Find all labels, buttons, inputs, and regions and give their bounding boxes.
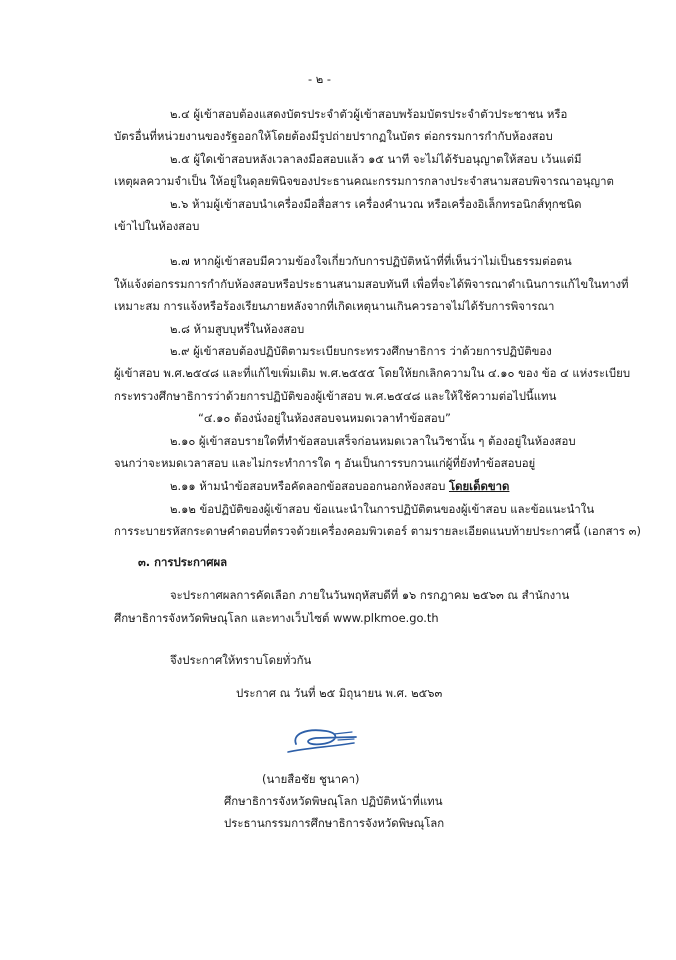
clause-2-7-line-3: เหมาะสม การแจ้งหรือร้องเรียนภายหลังจากที่เกิดเหตุนานเกินควรอาจไม่ได้รับการพิจารณา <box>114 299 555 313</box>
signer-title-1: ศึกษาธิการจังหวัดพิษณุโลก ปฏิบัติหน้าที่แทน <box>224 794 443 808</box>
clause-2-5-line-1: ๒.๕ ผู้ใดเข้าสอบหลังเวลาลงมือสอบแล้ว ๑๕ นาที จะไม่ได้รับอนุญาตให้สอบ เว้นแต่มี <box>170 152 582 166</box>
clause-2-4-line-1: ๒.๔ ผู้เข้าสอบต้องแสดงบัตรประจำตัวผู้เข้าสอบพร้อมบัตรประจำตัวประชาชน หรือ <box>170 107 568 121</box>
clause-2-12-line-1: ๒.๑๒ ข้อปฏิบัติของผู้เข้าสอบ ข้อแนะนำในการปฏิบัติตนของผู้เข้าสอบ และข้อแนะนำใน <box>170 502 595 516</box>
clause-2-10-line-2: จนกว่าจะหมดเวลาสอบ และไม่กระทำการใด ๆ อันเป็นการรบกวนแก่ผู้ที่ยังทำข้อสอบอยู่ <box>114 456 536 470</box>
clause-2-7-line-2: ให้แจ้งต่อกรรมการกำกับห้องสอบหรือประธานสนามสอบทันที เพื่อที่จะได้พิจารณาดำเนินการแก้ไขในทางที่ <box>114 277 629 291</box>
clause-2-11 <box>170 477 509 495</box>
clause-2-5-line-2: เหตุผลความจำเป็น ให้อยู่ในดุลยพินิจของประธานคณะกรรมการกลางประจำสนามสอบพิจารณาอนุญาต <box>114 174 614 188</box>
clause-2-9-line-1: ๒.๙ ผู้เข้าสอบต้องปฏิบัติตามระเบียบกระทรวงศึกษาธิการ ว่าด้วยการปฏิบัติของ <box>170 344 552 358</box>
signer-title-2: ประธานกรรมการศึกษาธิการจังหวัดพิษณุโลก <box>224 816 445 830</box>
page-number: - ๒ - <box>308 72 331 86</box>
clause-2-4-line-2: บัตรอื่นที่หน่วยงานของรัฐออกให้โดยต้องมีรูปถ่ายปรากฏในบัตร ต่อกรรมการกำกับห้องสอบ <box>114 129 553 143</box>
clause-2-11-text: ๒.๑๑ ห้ามนำข้อสอบหรือคัดลอกข้อสอบออกนอกห้องสอบ <box>170 479 446 493</box>
clause-2-11-emphasis: โดยเด็ดขาด <box>448 479 510 493</box>
clause-2-8: ๒.๘ ห้ามสูบบุหรี่ในห้องสอบ <box>170 322 305 336</box>
clause-2-12-line-2: การระบายรหัสกระดาษคำตอบที่ตรวจด้วยเครื่องคอมพิวเตอร์ ตามรายละเอียดแนบท้ายประกาศนี้ (เอกสาร ๓) <box>114 524 641 538</box>
section-3-line-2: ศึกษาธิการจังหวัดพิษณุโลก และทางเว็บไซต์ www.plkmoe.go.th <box>114 611 439 625</box>
clause-2-9-quote: “๔.๑๐ ต้องนั่งอยู่ในห้องสอบจนหมดเวลาทำข้อสอบ” <box>198 411 451 425</box>
clause-2-9-line-3: กระทรวงศึกษาธิการว่าด้วยการปฏิบัติของผู้เข้าสอบ พ.ศ.๒๕๔๘ และให้ใช้ความต่อไปนี้แทน <box>114 389 557 403</box>
section-3-heading: ๓. การประกาศผล <box>138 555 228 569</box>
clause-2-9-line-2: ผู้เข้าสอบ พ.ศ.๒๕๔๘ และที่แก้ไขเพิ่มเติม พ.ศ.๒๕๕๕ โดยให้ยกเลิกความใน ๔.๑๐ ของ ข้อ ๔ แห่งระเบียบ <box>114 366 631 380</box>
clause-2-7-line-1: ๒.๗ หากผู้เข้าสอบมีความข้องใจเกี่ยวกับการปฏิบัติหน้าที่ที่เห็นว่าไม่เป็นธรรมต่อตน <box>170 254 572 268</box>
section-3-line-1: จะประกาศผลการคัดเลือก ภายในวันพฤหัสบดีที่ ๑๖ กรกฎาคม ๒๕๖๓ ณ สำนักงาน <box>170 588 570 602</box>
closing-line: จึงประกาศให้ทราบโดยทั่วกัน <box>170 653 312 667</box>
announcement-date: ประกาศ ณ วันที่ ๒๕ มิถุนายน พ.ศ. ๒๕๖๓ <box>236 686 443 700</box>
clause-2-6-line-2: เข้าไปในห้องสอบ <box>114 219 200 233</box>
signature-image <box>282 722 372 762</box>
signer-name: (นายสือชัย ชูนาคา) <box>262 772 360 786</box>
clause-2-10-line-1: ๒.๑๐ ผู้เข้าสอบรายใดที่ทำข้อสอบเสร็จก่อนหมดเวลาในวิชานั้น ๆ ต้องอยู่ในห้องสอบ <box>170 434 576 448</box>
clause-2-6-line-1: ๒.๖ ห้ามผู้เข้าสอบนำเครื่องมือสื่อสาร เครื่องคำนวณ หรือเครื่องอิเล็กทรอนิกส์ทุกชนิด <box>170 197 582 211</box>
